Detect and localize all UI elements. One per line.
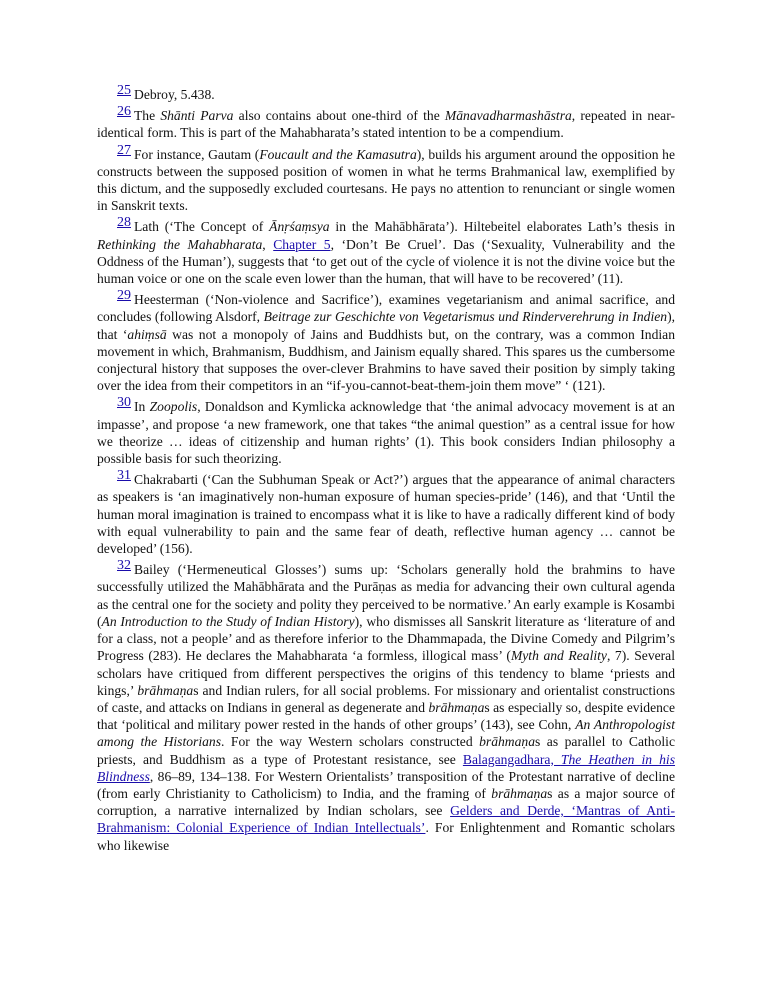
- footnote-text: ), who dismisses all Sanskrit literature as ‘literature of and for a class, not a people’ and as therefore inferior to the Dhammapada, the Divine Comedy and Pilgrim’s Progress (283). He declares the Mahabharata ‘a formless, illogical mass’ (: [97, 613, 675, 664]
- footnote-30: [97, 395, 675, 467]
- italic-title: Mānavadharmashāstra: [444, 108, 572, 124]
- italic-title: Shānti Parva: [160, 108, 234, 124]
- italic-title: An Anthropologist among the Historians: [97, 717, 675, 750]
- footnote-31: [97, 468, 675, 557]
- footnote-number-link[interactable]: 30: [117, 395, 131, 411]
- reference-link[interactable]: The Heathen in his Blindness: [97, 751, 676, 784]
- footnote-text: ), builds his argument around the opposition he constructs between the supposed position of women in what he terms Brahmanical law, exemplified by this dictum, and the supposedly excluded courtesans. He pays no attention to renunciant or single women in Sanskrit texts.: [97, 146, 676, 214]
- reference-link[interactable]: Chapter 5: [273, 236, 331, 252]
- footnote-number-link[interactable]: 31: [117, 468, 131, 484]
- italic-title: brāhmaṇa: [491, 785, 548, 801]
- reference-link[interactable]: Gelders and Derde, ‘Mantras of Anti-Brahmanism: Colonial Experience of Indian Intellectuals’: [97, 803, 676, 836]
- italic-title: brāhmaṇa: [428, 699, 485, 715]
- reference-link[interactable]: Balagangadhara,: [462, 751, 561, 767]
- italic-title: brāhmaṇa: [137, 682, 194, 698]
- footnote-text: , ‘Don’t Be Cruel’. Das (‘Sexuality, Vulnerability and the Oddness of the Human’), suggests that ‘to get out of the cycle of violence it is not the divine voice but the human voice or one on the scale even lower than the human, that will have to be recovered’ (11).: [97, 236, 675, 287]
- footnote-text: , Donaldson and Kymlicka acknowledge that ‘the animal advocacy movement is at an impasse’, and propose ‘a new framework, one that takes “the animal question” as a central issue for how we theorize … ideas of citizenship and human rights’ (1). This book considers Indian philosophy a possible basis for such theorizing.: [97, 399, 675, 467]
- italic-title: Myth and Reality: [510, 648, 607, 664]
- footnote-26: [97, 104, 675, 141]
- footnote-28: [97, 215, 675, 287]
- footnote-number-link[interactable]: 32: [117, 558, 131, 574]
- italic-title: Rethinking the Mahabharata: [97, 236, 263, 252]
- footnote-text: s as a major source of corruption, a narrative internalized by Indian scholars, see: [97, 785, 675, 819]
- footnote-text: Bailey (‘Hermeneutical Glosses’) sums up: ‘Scholars generally hold the brahmins to have successfully utilized the Mahābhārata and the Purāṇas as media for advancing their own cultural agenda as the central one for the society and polity they perceived to be normative.’ An early example is Kosambi (: [97, 562, 675, 629]
- footnote-text: s and Indian rulers, for all social problems. For missionary and orientalist constructions of caste, and attacks on Indians in general as degenerate and: [97, 682, 675, 715]
- footnote-27: [97, 142, 676, 215]
- footnote-text: s as especially so, despite evidence that ‘political and military power rested in the hands of other groups’ (143), see Cohn,: [97, 699, 676, 733]
- footnote-text: ,: [262, 236, 274, 252]
- footnote-text: . For Enlightenment and Romantic scholars who likewise: [97, 820, 676, 853]
- footnote-number-link[interactable]: 29: [117, 288, 131, 304]
- footnote-32: [97, 558, 676, 853]
- footnote-number-link[interactable]: 27: [117, 142, 131, 158]
- italic-title: Foucault and the Kamasutra: [259, 146, 417, 162]
- italic-title: An Introduction to the Study of Indian History: [101, 613, 355, 629]
- footnote-text: , 86–89, 134–138. For Western Orientalists’ transposition of the Protestant narrative of decline (from early Christianity to Catholicism) to India, and the framing of: [97, 768, 675, 801]
- italic-title: Beitrage zur Geschichte von Vegetarismus und Rinderverehrung in Indien: [263, 309, 668, 325]
- footnote-number-link[interactable]: 25: [117, 83, 131, 98]
- footnote-text: For instance, Gautam (: [134, 146, 260, 162]
- italic-title: brāhmaṇa: [479, 734, 536, 750]
- footnote-number-link[interactable]: 28: [117, 215, 131, 231]
- footnote-text: The: [134, 108, 161, 124]
- footnote-text: in the Mahābhārata’). Hiltebeitel elaborates Lath’s thesis in: [329, 219, 675, 235]
- italic-title: Ānṛśaṃsya: [269, 219, 330, 235]
- footnotes-page: [97, 83, 676, 858]
- footnote-text: also contains about one-third of the: [233, 108, 445, 124]
- italic-title: ahiṃsā: [127, 326, 167, 342]
- footnote-text: , 7). Several scholars have critiqued from different perspectives the origins of this tendency to blame ‘priests and kings,’: [97, 648, 675, 698]
- footnote-text: Heesterman (‘Non-violence and Sacrifice’), examines vegetarianism and animal sacrifice, and concludes (following Alsdorf,: [97, 292, 675, 325]
- footnote-text: . For the way Western scholars constructed: [221, 734, 480, 750]
- italic-title: Zoopolis: [149, 399, 198, 415]
- footnote-text: , repeated in near-identical form. This is part of the Mahabharata’s stated intention to be a compendium.: [97, 108, 675, 141]
- footnote-text: s as parallel to Catholic priests, and Buddhism as a type of Protestant resistance, see: [97, 734, 675, 767]
- footnote-text: ), that ‘: [97, 309, 676, 342]
- footnote-text: was not a monopoly of Jains and Buddhists but, on the contrary, was a common Indian movement in which, Brahmanism, Buddhism, and Jainism equally shared. This spares us the cumbersome conjectural history that supposes the over-clever Brahmins to have saved their position by simply taking over the idea from their competitors in an “if-you-cannot-beat-them-join them move” ‘ (121).: [97, 326, 675, 394]
- footnote-text: Lath (‘The Concept of: [134, 219, 270, 235]
- footnote-number-link[interactable]: 26: [117, 104, 131, 120]
- footnote-text: Chakrabarti (‘Can the Subhuman Speak or Act?’) argues that the appearance of animal characters as speakers is ‘an imaginatively non-human exposure of human species-pride’ (146), and that ‘Until the human moral imagination is trained to encompass what it is like to have a radically different kind of body with equal vulnerability to pain and the same fear of death, reflective human agency … cannot be developed’ (156).: [97, 472, 675, 557]
- footnote-text: In: [134, 399, 150, 415]
- footnote-text: Debroy, 5.438.: [134, 87, 215, 102]
- footnote-25: [97, 83, 675, 103]
- footnote-29: [97, 288, 676, 394]
